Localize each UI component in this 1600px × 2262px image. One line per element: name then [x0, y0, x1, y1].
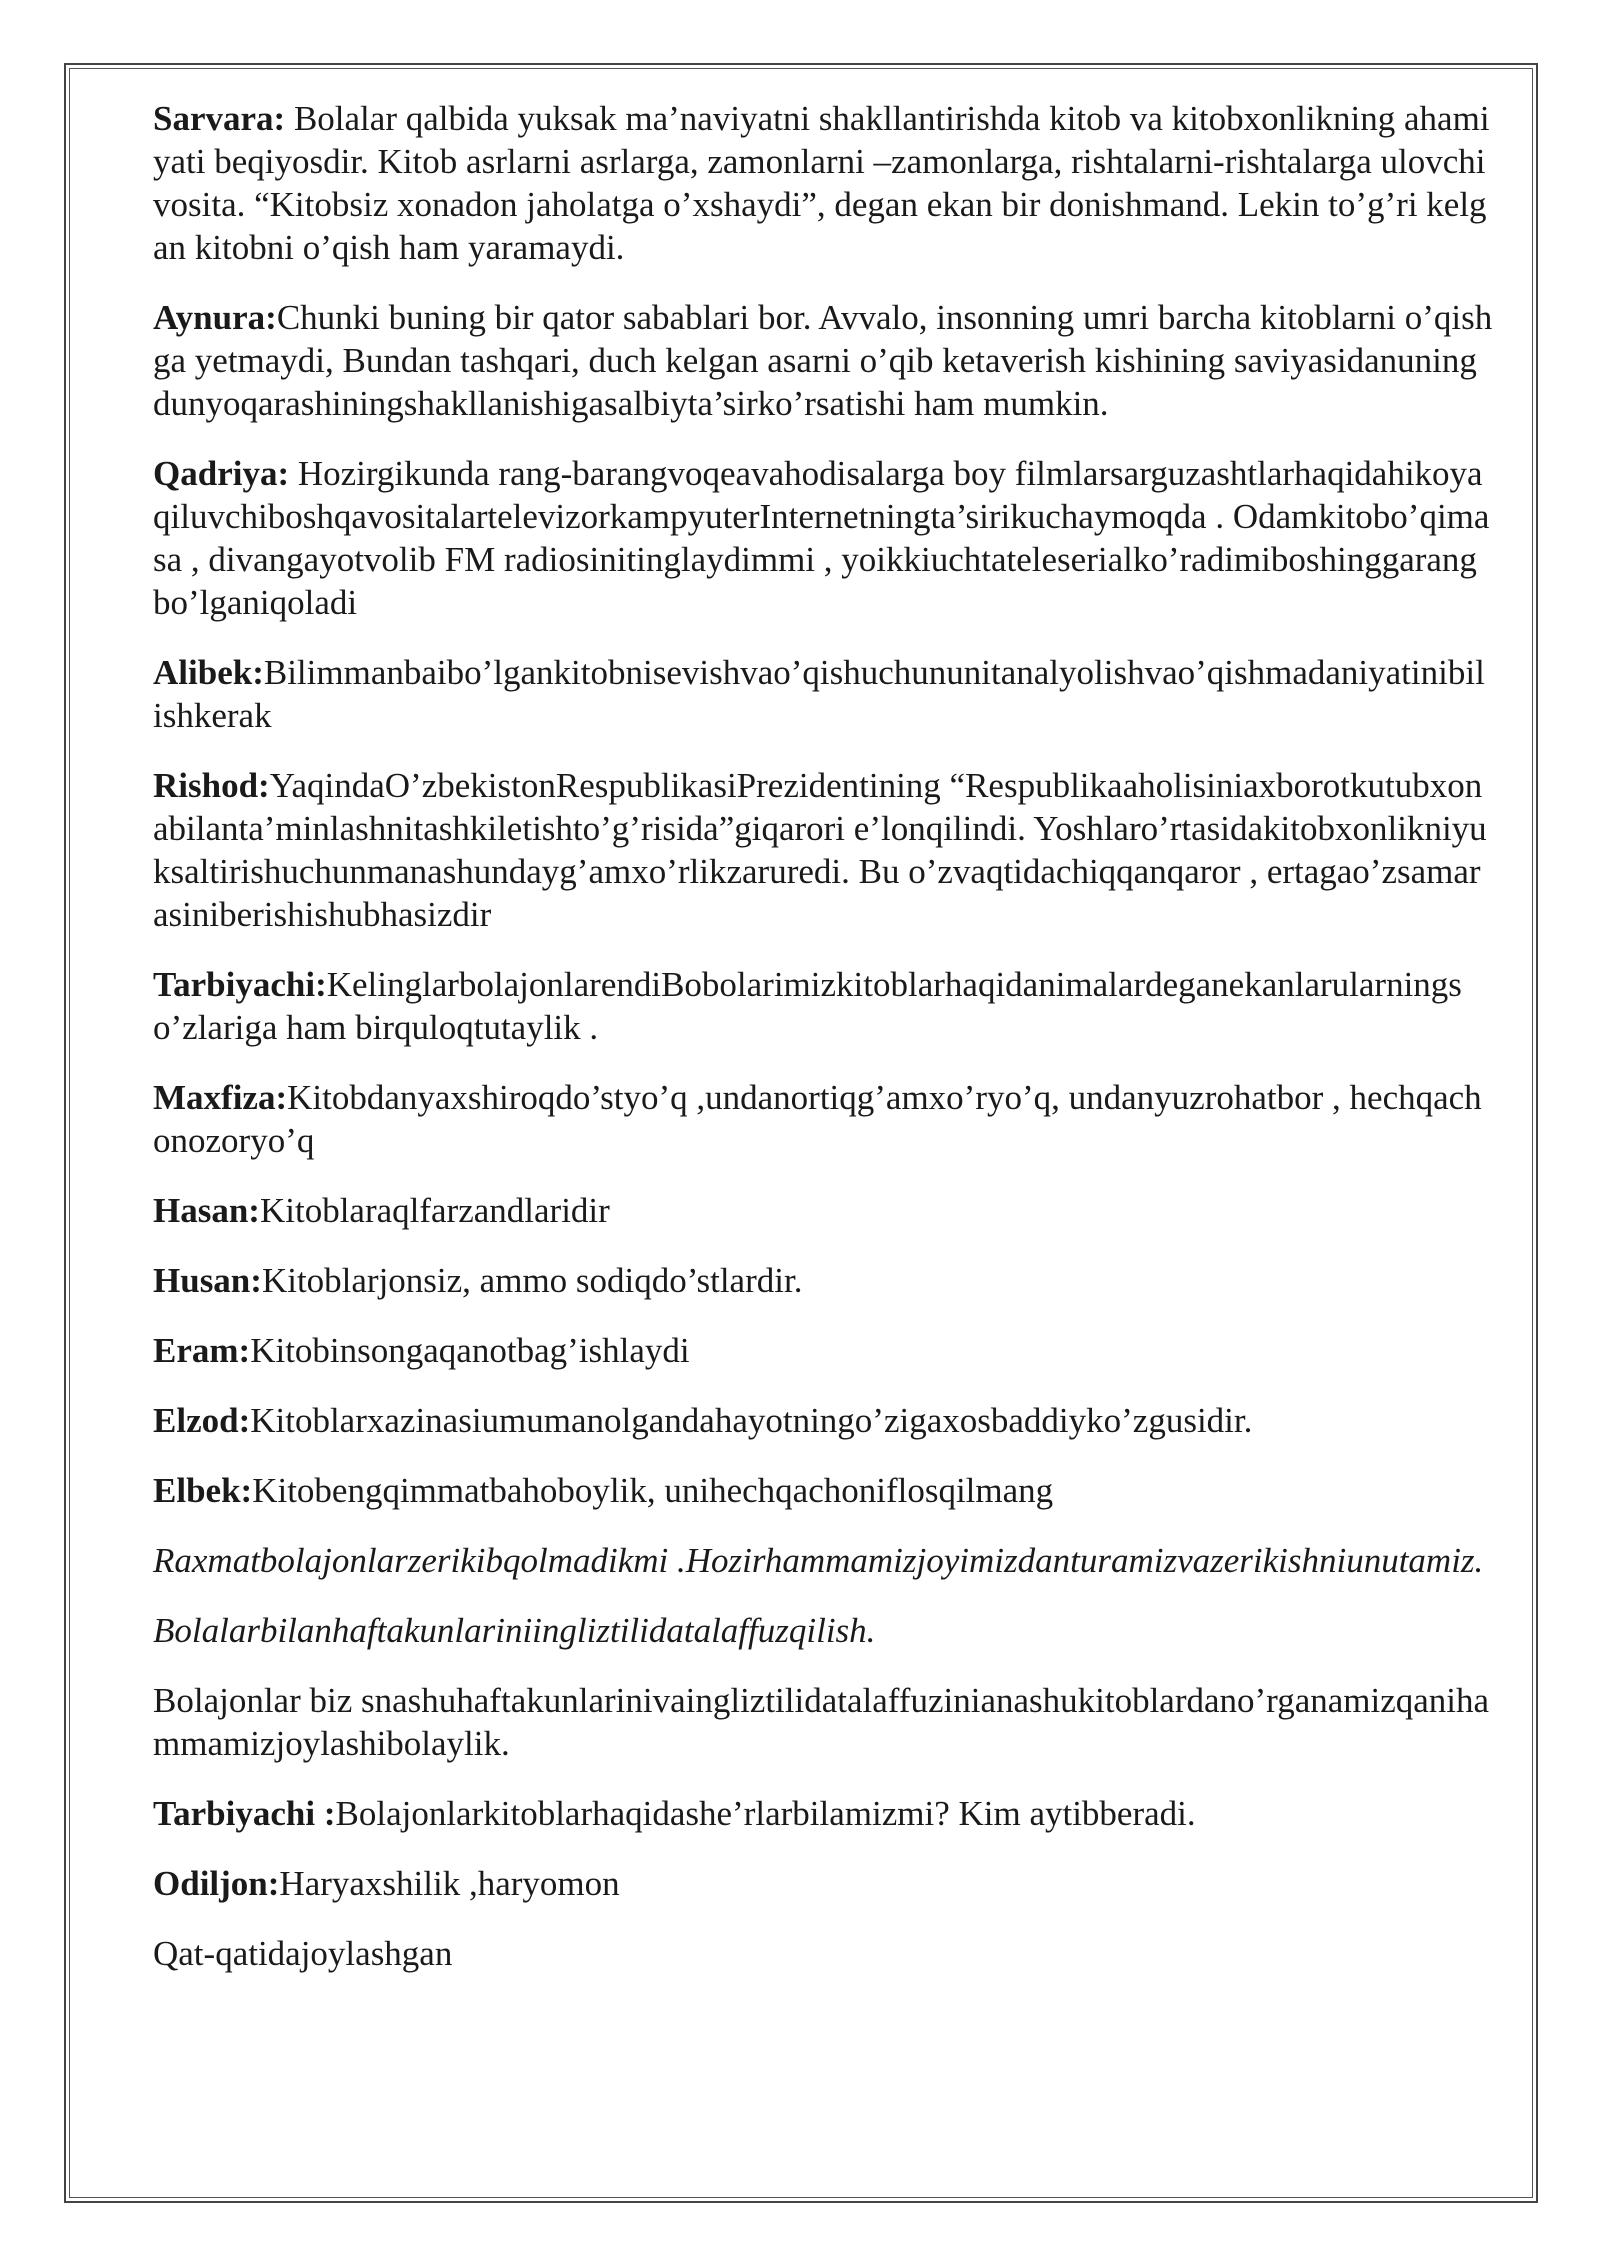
paragraph-text: Bilimmanbaibo’lgankitobnisevishvao’qishuchununitanalyolishvao’qishmadaniyatinibilishkerak — [153, 653, 1485, 735]
paragraph-text: KelinglarbolajonlarendiBobolarimizkitoblarhaqidanimalardeganekanlarularningso’zlariga ham birquloqtutaylik . — [153, 965, 1462, 1047]
paragraph-text: Qat-qatidajoylashgan — [153, 1934, 453, 1973]
dialogue-paragraph — [153, 1792, 1493, 1835]
dialogue-paragraph — [153, 1469, 1493, 1512]
paragraph-text: YaqindaO’zbekistonRespublikasiPrezidentining “Respublikaaholisiniaxborotkutubxonabilanta’minlashnitashkiletishto’g’risida”giqarori e’lonqilindi. Yoshlaro’rtasidakitobxonlikniyuksaltirishuchunmanashundayg’amxo’rlikzaruredi. Bu o’zvaqtidachiqqanqaror , ertagao’zsamarasiniberishishubhasizdir — [153, 766, 1487, 934]
dialogue-paragraph — [153, 97, 1493, 269]
paragraph-text: Raxmatbolajonlarzerikibqolmadikmi .Hozirhammamizjoyimizdanturamizvazerikishniunutamiz. — [153, 1541, 1484, 1580]
dialogue-paragraph — [153, 1679, 1493, 1765]
dialogue-paragraph — [153, 1329, 1493, 1372]
speaker-name: Rishod: — [153, 766, 270, 805]
dialogue-paragraph — [153, 651, 1493, 737]
dialogue-paragraph — [153, 1862, 1493, 1905]
dialogue-paragraph — [153, 1399, 1493, 1442]
speaker-name: Qadriya: — [153, 454, 290, 493]
speaker-name: Hasan: — [153, 1191, 260, 1230]
paragraph-text: Kitoblarjonsiz, ammo sodiqdo’stlardir. — [261, 1261, 803, 1300]
speaker-name: Elbek: — [153, 1471, 253, 1510]
paragraph-text: Kitobengqimmatbahoboylik, unihechqachoniflosqilmang — [252, 1471, 1054, 1510]
dialogue-paragraph — [153, 1076, 1493, 1162]
paragraph-text: Bolalarbilanhaftakunlariniingliztilidatalaffuzqilish. — [153, 1611, 876, 1650]
speaker-name: Tarbiyachi : — [153, 1794, 336, 1833]
dialogue-paragraph — [153, 296, 1493, 425]
paragraph-text: Hozirgikunda rang-barangvoqeavahodisalarga boy filmlarsarguzashtlarhaqidahikoyaqiluvchiboshqavositalartelevizorkampyuterInternetningta’sirikuchaymoqda . Odamkitobo’qimasa , divangayotvolib FM radiosinitinglaydimmi , yoikkiuchtateleserialko’radimiboshinggarangbo’lganiqoladi — [153, 454, 1490, 622]
paragraph-text: Chunki buning bir qator sabablari bor. Avvalo, insonning umri barcha kitoblarni o’qishga yetmaydi, Bundan tashqari, duch kelgan asarni o’qib ketaverish kishining saviyasidanuningdunyoqarashiningshakllanishigasalbiyta’sirko’rsatishi ham mumkin. — [153, 298, 1493, 423]
dialogue-paragraph — [153, 1609, 1493, 1652]
paragraph-text: Bolalar qalbida yuksak ma’naviyatni shakllantirishda kitob va kitobxonlikning ahamiyati beqiyosdir. Kitob asrlarni asrlarga, zamonlarni –zamonlarga, rishtalarni-rishtalarga ulovchi vosita. “Kitobsiz xonadon jaholatga o’xshaydi”, degan ekan bir donishmand. Lekin to’g’ri kelgan kitobni o’qish ham yaramaydi. — [153, 99, 1490, 267]
speaker-name: Tarbiyachi: — [153, 965, 327, 1004]
dialogue-paragraph — [153, 1189, 1493, 1232]
paragraph-text: Bolajonlarkitoblarhaqidashe’rlarbilamizmi? Kim aytibberadi. — [335, 1794, 1196, 1833]
dialogue-paragraph — [153, 764, 1493, 936]
paragraph-text: Haryaxshilik ,haryomon — [279, 1864, 620, 1903]
speaker-name: Eram: — [153, 1331, 251, 1370]
speaker-name: Aynura: — [153, 298, 277, 337]
speaker-name: Alibek: — [153, 653, 264, 692]
paragraph-text: Kitobdanyaxshiroqdo’styo’q ,undanortiqg’amxo’ryo’q, undanyuzrohatbor , hechqachonozoryo’q — [153, 1078, 1482, 1160]
dialogue-paragraph — [153, 1259, 1493, 1302]
dialogue-paragraph — [153, 1539, 1493, 1582]
speaker-name: Husan: — [153, 1261, 262, 1300]
dialogue-paragraph — [153, 1932, 1493, 1975]
paragraph-text: Kitoblarxazinasiumumanolgandahayotningo’zigaxosbaddiyko’zgusidir. — [250, 1401, 1253, 1440]
paragraph-text: Kitoblaraqlfarzandlaridir — [259, 1191, 610, 1230]
document-body — [153, 97, 1493, 2002]
paragraph-text: Bolajonlar biz snashuhaftakunlarinivaingliztilidatalaffuzinianashukitoblardano’rganamizqanihammamizjoylashibolaylik. — [153, 1681, 1490, 1763]
speaker-name: Elzod: — [153, 1401, 251, 1440]
speaker-name: Sarvara: — [153, 99, 286, 138]
dialogue-paragraph — [153, 963, 1493, 1049]
dialogue-paragraph — [153, 452, 1493, 624]
paragraph-text: Kitobinsongaqanotbag’ishlaydi — [250, 1331, 690, 1370]
speaker-name: Odiljon: — [153, 1864, 280, 1903]
speaker-name: Maxfiza: — [153, 1078, 288, 1117]
